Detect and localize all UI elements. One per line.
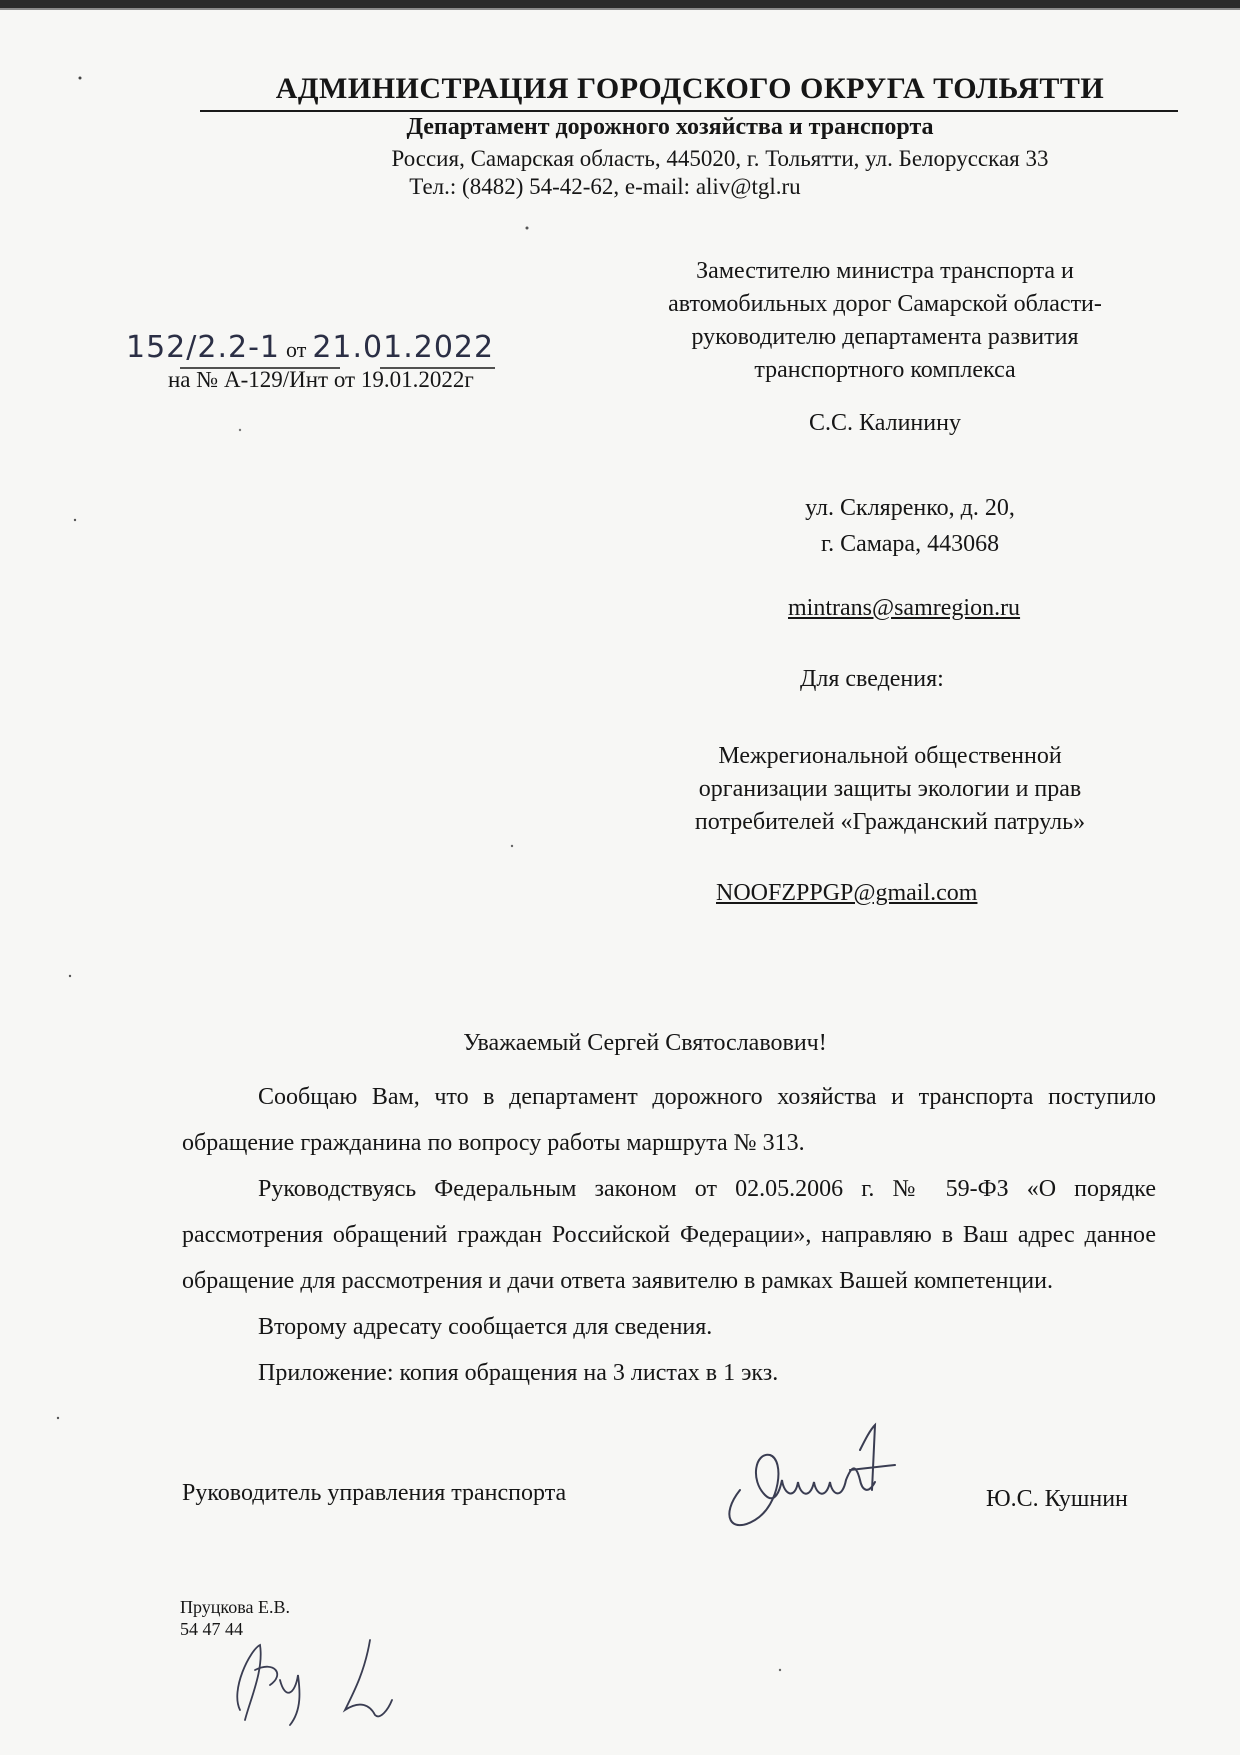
- addressee-email-link[interactable]: mintrans@samregion.ru: [788, 595, 1021, 621]
- addressee-street: ул. Скляренко, д. 20,: [805, 495, 1015, 521]
- signatory-name: Ю.С. Кушнин: [986, 1486, 1128, 1512]
- addressee-name: С.С. Калинину: [809, 410, 961, 436]
- addressee-city: г. Самара, 443068: [820, 531, 1000, 557]
- registration-number: 152/2.2-1: [126, 330, 280, 365]
- info-copy-email-link[interactable]: NOOFZPPGP@gmail.com: [716, 880, 978, 906]
- registration-ot-label: от: [286, 337, 307, 362]
- department-address: Россия, Самарская область, 445020, г. Тольятти, ул. Белорусская 33: [391, 146, 1049, 171]
- info-org-line: организации защиты экологии и прав: [698, 776, 1082, 802]
- info-org-line: потребителей «Гражданский патруль»: [694, 809, 1086, 835]
- executor-name: Пруцкова Е.В.: [180, 1597, 290, 1617]
- body-paragraph: Приложение: копия обращения на 3 листах в 1 экз.: [258, 1360, 779, 1386]
- department-name: Департамент дорожного хозяйства и транспорта: [406, 114, 934, 140]
- body-paragraph: Второму адресату сообщается для сведения.: [258, 1314, 713, 1340]
- executor-phone: 54 47 44: [180, 1619, 243, 1639]
- body-paragraph: Сообщаю Вам, что в департамент дорожного хозяйства и транспорта поступило обращение гражданина по вопросу работы маршрута № 313.: [182, 1084, 1156, 1156]
- addressee-line: транспортного комплекса: [754, 357, 1016, 383]
- organization-title: АДМИНИСТРАЦИЯ ГОРОДСКОГО ОКРУГА ТОЛЬЯТТИ: [275, 72, 1105, 105]
- body-paragraph: Руководствуясь Федеральным законом от 02.05.2006 г. № 59-ФЗ «О порядке рассмотрения обращений граждан Российской Федерации», направляю в Ваш адрес данное обращение для рассмотрения и дачи ответа заявителю в рамках Вашей компетенции.: [182, 1176, 1156, 1294]
- addressee-line: руководителю департамента развития: [691, 324, 1079, 350]
- addressee-line: автомобильных дорог Самарской области-: [668, 291, 1102, 317]
- addressee-line: Заместителю министра транспорта и: [696, 258, 1074, 284]
- registration-date: 21.01.2022: [312, 330, 495, 365]
- salutation: Уважаемый Сергей Святославович!: [463, 1030, 827, 1056]
- info-copy-label: Для сведения:: [800, 666, 944, 692]
- reference-number: на № А-129/Инт от 19.01.2022г: [168, 367, 474, 392]
- info-org-line: Межрегиональной общественной: [718, 743, 1062, 769]
- department-contacts: Тел.: (8482) 54-42-62, e-mail: aliv@tgl.ru: [409, 174, 801, 199]
- signatory-role: Руководитель управления транспорта: [182, 1480, 567, 1506]
